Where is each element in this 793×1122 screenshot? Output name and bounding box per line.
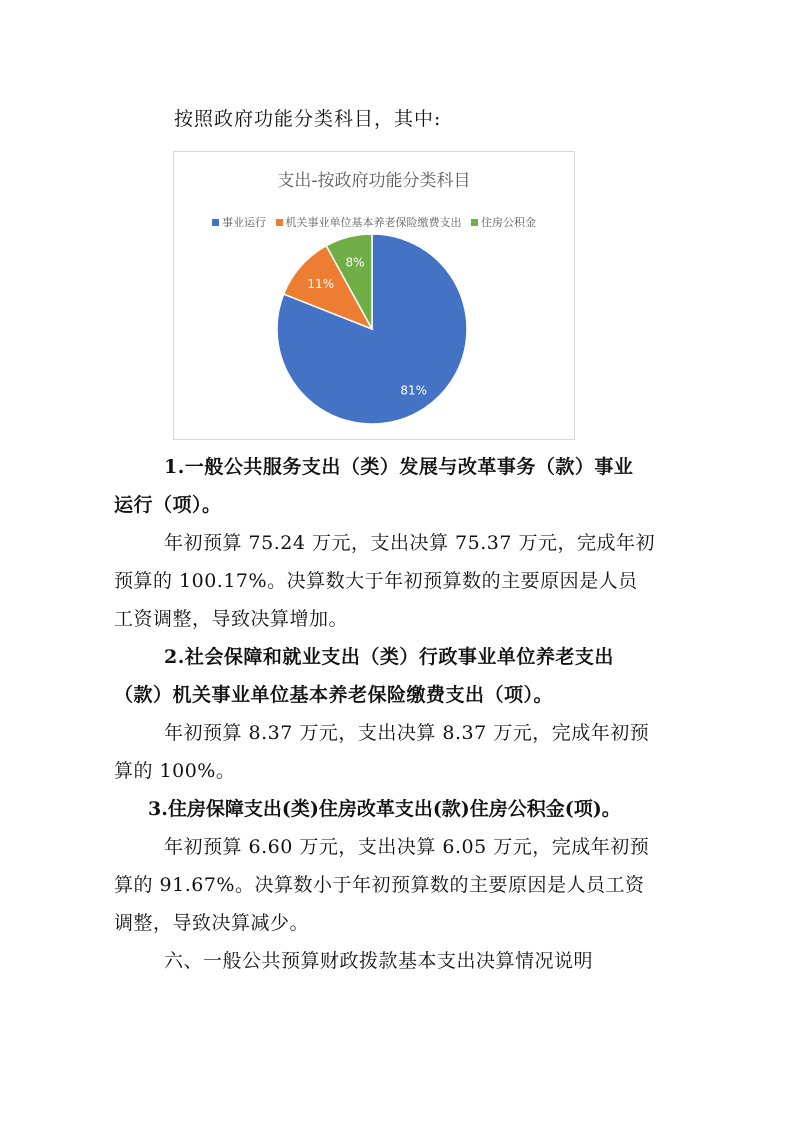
pie-chart (173, 151, 575, 440)
legend-label: 事业运行 (222, 216, 266, 229)
section-3-body: 年初预算 6.60 万元，支出决算 6.05 万元，完成年初预 算的 91.67%。决算数小于年初预算数的主要原因是人员工资 调整，导致决算减少。 (114, 836, 650, 934)
chart-title: 支出-按政府功能分类科目 (277, 171, 471, 191)
section-1-heading: 1.一般公共服务支出（类）发展与改革事务（款）事业 运行（项）。 (114, 456, 634, 516)
legend-label: 机关事业单位基本养老保险缴费支出 (285, 216, 462, 229)
slice-label: 11% (307, 276, 335, 291)
pie-svg (174, 152, 574, 439)
legend-label: 住房公积金 (481, 216, 536, 229)
intro-text: 按照政府功能分类科目，其中: (174, 108, 442, 130)
section-2-heading: 2.社会保障和就业支出（类）行政事业单位养老支出 （款）机关事业单位基本养老保险缴费支出（项）。 (114, 646, 614, 706)
section-2-body: 年初预算 8.37 万元，支出决算 8.37 万元，完成年初预 算的 100%。 (114, 722, 650, 782)
slice-label: 8% (345, 255, 365, 270)
section-1-body: 年初预算 75.24 万元，支出决算 75.37 万元，完成年初 预算的 100.17%。决算数大于年初预算数的主要原因是人员 工资调整，导致决算增加。 (114, 532, 655, 630)
slice-label: 81% (400, 383, 427, 398)
section-3-heading: 3.住房保障支出(类)住房改革支出(款)住房公积金(项)。 (148, 798, 621, 820)
section-six-title: 六、一般公共预算财政拨款基本支出决算情况说明 (164, 950, 594, 972)
